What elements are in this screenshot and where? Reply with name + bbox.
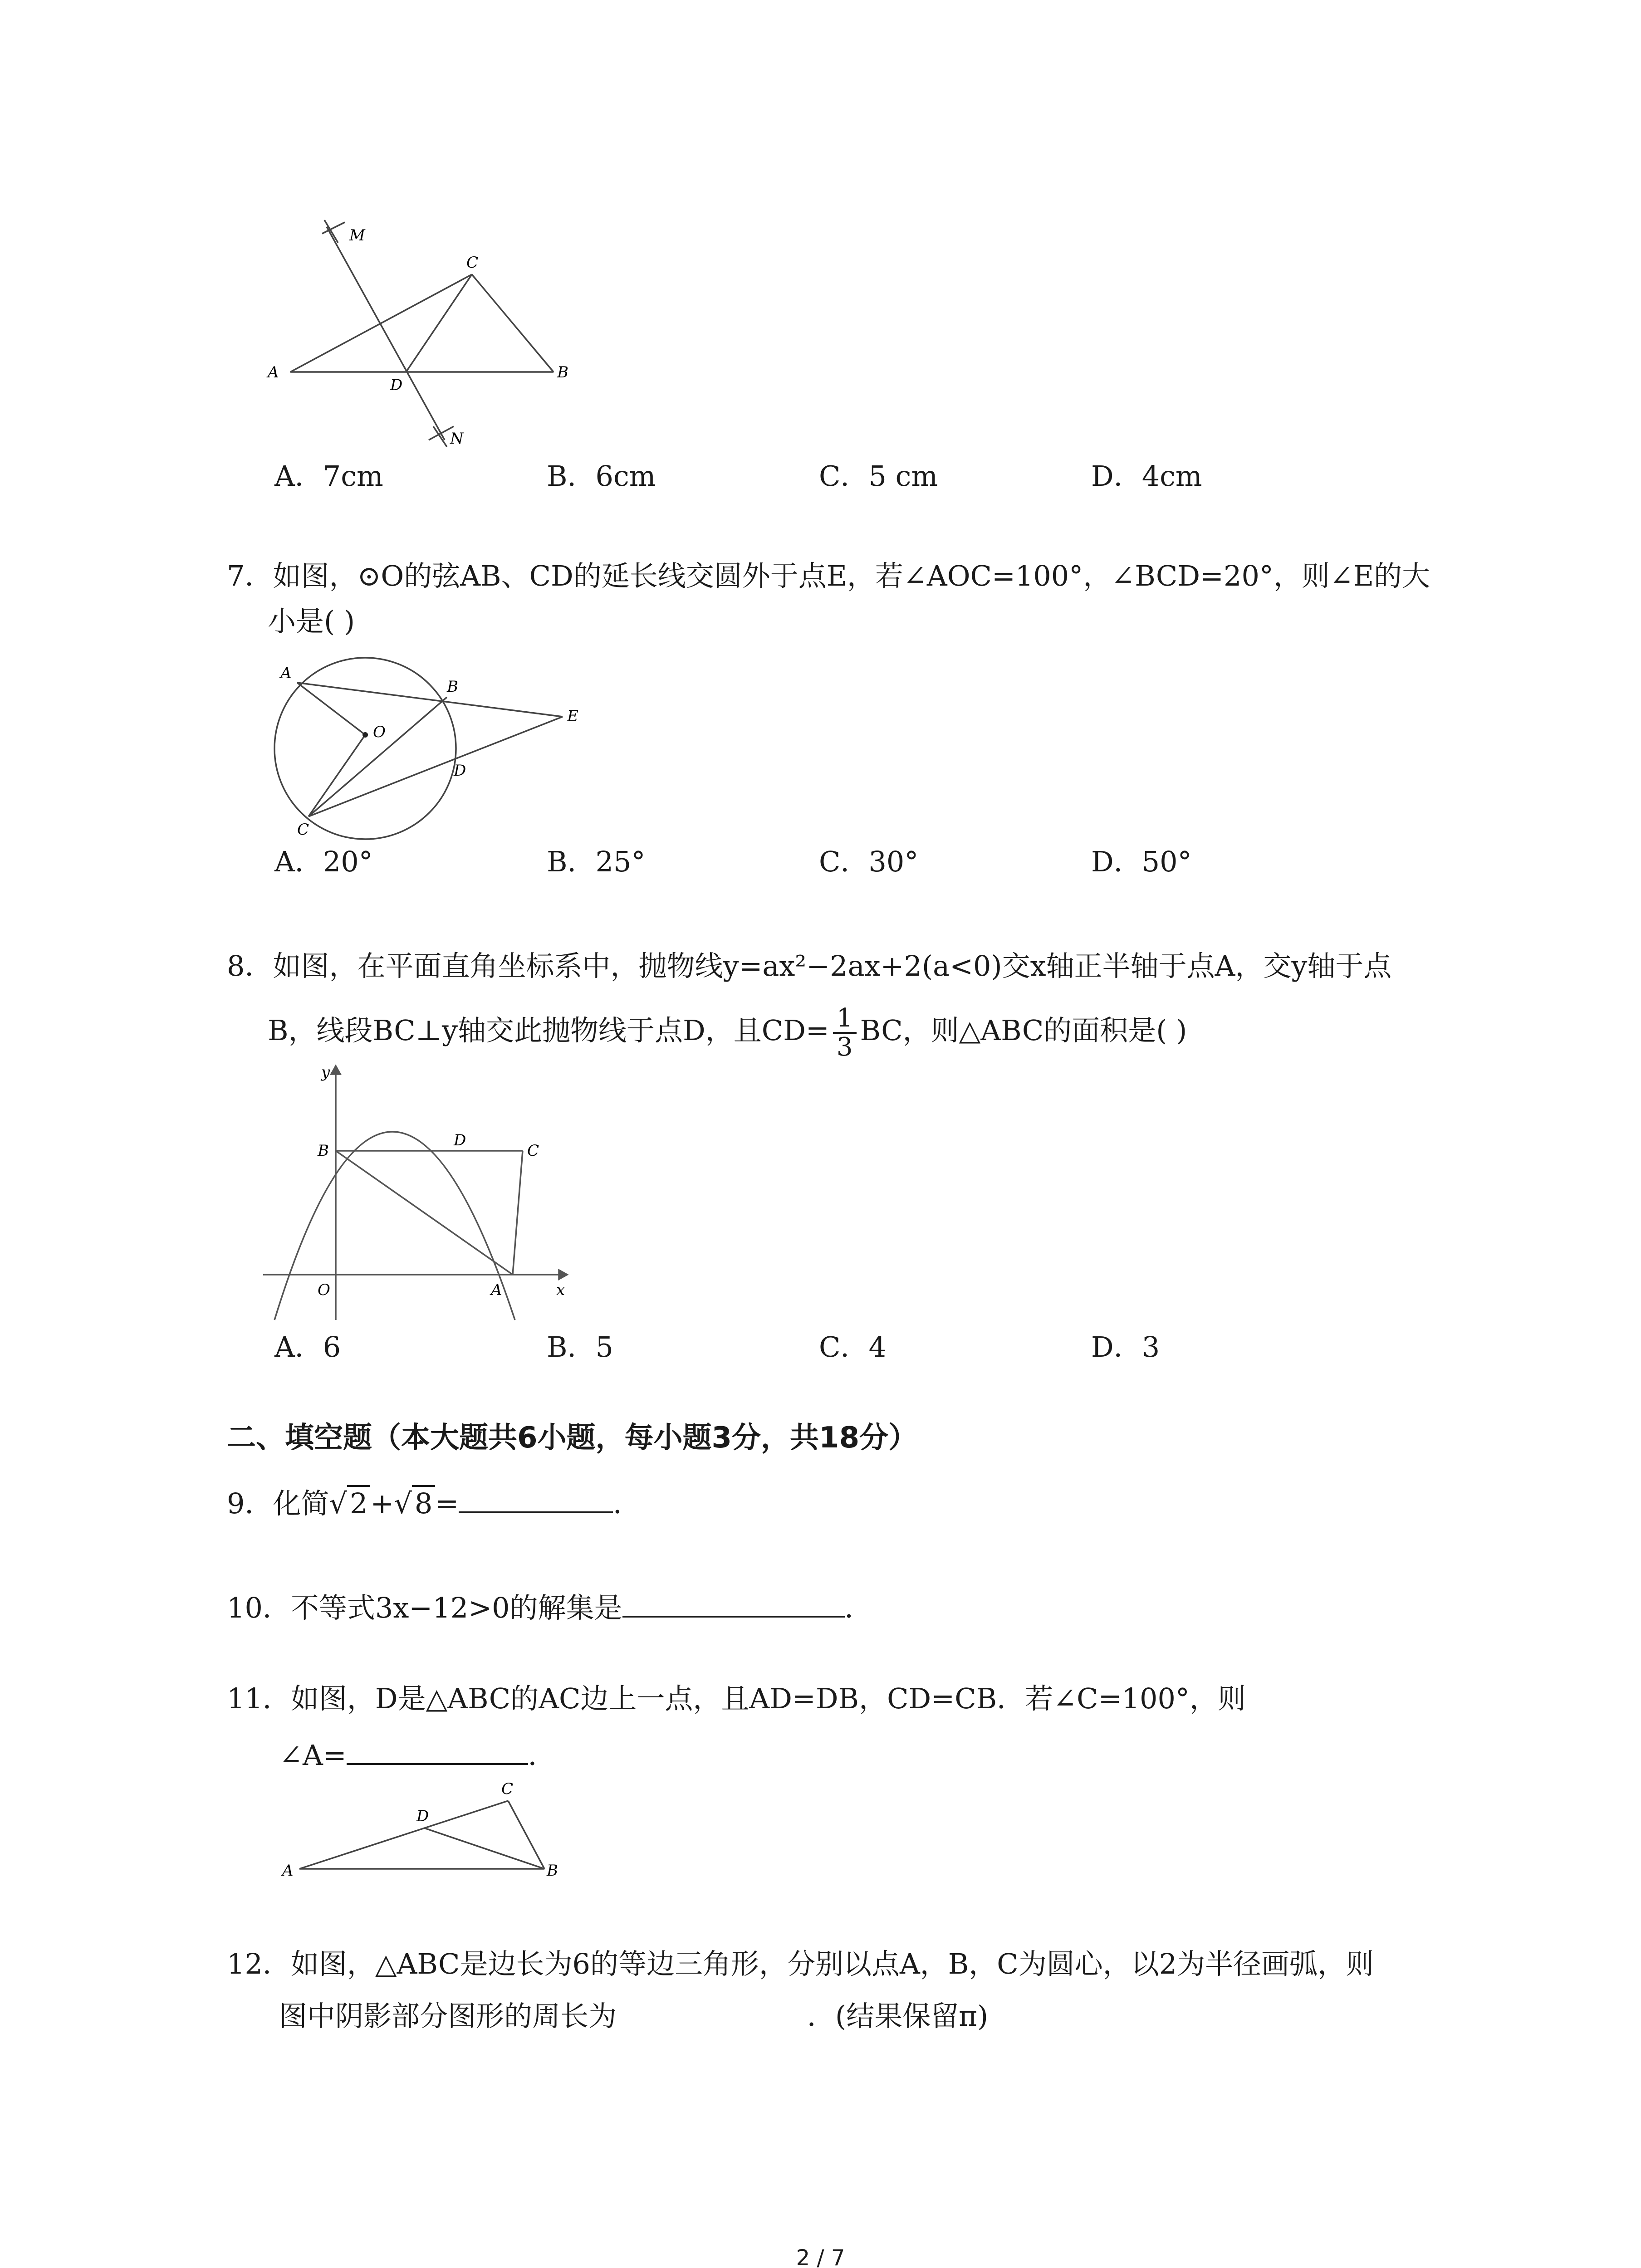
q6-diagram bbox=[254, 213, 581, 458]
q9-radicand-2: 8 bbox=[412, 1485, 435, 1520]
q9-plus: + bbox=[370, 1487, 394, 1520]
q8-label-y: y bbox=[321, 1063, 330, 1081]
q9-sqrt-2: √2 bbox=[329, 1486, 370, 1522]
q7-stem-line2: 小是( ) bbox=[268, 605, 355, 638]
q11-line2-suffix: ． bbox=[528, 1739, 556, 1772]
q6-label-m: M bbox=[349, 226, 365, 244]
q12-stem-line1: 12．如图，△ABC是边长为6的等边三角形，分别以点A，B，C为圆心，以2为半径画弧，则 bbox=[227, 1947, 1374, 1980]
q8-option-a: A．6 bbox=[274, 1330, 341, 1364]
q6-figure bbox=[254, 213, 581, 458]
q6-option-a: A．7cm bbox=[274, 459, 383, 493]
q11-label-d: D bbox=[416, 1807, 429, 1825]
q11-label-b: B bbox=[547, 1862, 558, 1880]
q11-label-c: C bbox=[501, 1780, 514, 1798]
q6-label-a: A bbox=[268, 363, 279, 381]
q12-line2-prefix: 图中阴影部分图形的周长为 bbox=[279, 1999, 617, 2033]
q11-line2-prefix: ∠A= bbox=[279, 1739, 347, 1772]
q12-line2-suffix: ．(结果保留π) bbox=[807, 1999, 989, 2033]
q7-diagram bbox=[254, 653, 599, 844]
q6-option-c: C．5 cm bbox=[819, 459, 938, 493]
q8-label-b: B bbox=[318, 1142, 329, 1160]
q8-fraction-numerator: 1 bbox=[833, 1005, 857, 1034]
q8-stem-line1: 8．如图，在平面直角坐标系中，抛物线y=ax²−2ax+2(a<0)交x轴正半轴于点A，交y轴于点 bbox=[227, 949, 1392, 982]
q8-stem-line2 bbox=[268, 1005, 1187, 1061]
q11-label-a: A bbox=[282, 1862, 294, 1880]
q9-sqrt-8: √8 bbox=[394, 1486, 435, 1522]
q8-option-d: D．3 bbox=[1091, 1330, 1160, 1364]
q6-label-d: D bbox=[390, 376, 403, 394]
q7-label-b: B bbox=[447, 678, 458, 696]
q9-prefix: 9．化简 bbox=[227, 1487, 329, 1520]
q12-stem-line2 bbox=[279, 1998, 988, 2034]
q7-figure bbox=[254, 653, 599, 844]
q11-diagram bbox=[272, 1769, 581, 1887]
q9-equals: = bbox=[435, 1487, 459, 1520]
q6-label-n: N bbox=[450, 430, 464, 448]
q7-label-c: C bbox=[297, 821, 309, 839]
q9-radicand-1: 2 bbox=[347, 1485, 370, 1520]
q7-stem-line1: 7．如图，⊙O的弦AB、CD的延长线交圆外于点E，若∠AOC=100°，∠BCD=20°，则∠E的大 bbox=[227, 559, 1430, 592]
q10-suffix: ． bbox=[844, 1591, 873, 1624]
q7-center-point bbox=[362, 732, 368, 738]
q11-answer-blank[interactable] bbox=[347, 1735, 528, 1765]
q10-answer-blank[interactable] bbox=[622, 1588, 845, 1618]
q8-fraction-denominator: 3 bbox=[836, 1032, 853, 1062]
q6-option-b: B．6cm bbox=[547, 459, 656, 493]
q8-fraction bbox=[833, 1005, 857, 1061]
q8-figure bbox=[254, 1057, 581, 1329]
q7-label-a: A bbox=[280, 664, 292, 682]
q8-diagram bbox=[254, 1057, 581, 1329]
q6-option-d: D．4cm bbox=[1091, 459, 1202, 493]
q11-figure bbox=[272, 1769, 581, 1887]
q8-stem-line2-pre: B，线段BC⊥y轴交此抛物线于点D，且CD= bbox=[268, 1014, 829, 1047]
q6-label-c: C bbox=[466, 254, 479, 272]
q7-option-d: D．50° bbox=[1091, 845, 1192, 878]
q8-label-c: C bbox=[527, 1142, 539, 1160]
q9-suffix: ． bbox=[613, 1487, 642, 1520]
q8-label-d: D bbox=[454, 1131, 466, 1149]
q10-stem bbox=[227, 1588, 873, 1626]
page-number: 2 / 7 bbox=[796, 2245, 845, 2268]
q8-label-x: x bbox=[556, 1281, 565, 1299]
q7-option-a: A．20° bbox=[274, 845, 373, 878]
section2-heading: 二、填空题（本大题共6小题，每小题3分，共18分） bbox=[227, 1421, 918, 1455]
q11-stem-line1: 11．如图，D是△ABC的AC边上一点，且AD=DB，CD=CB．若∠C=100°，则 bbox=[227, 1682, 1246, 1715]
q7-label-e: E bbox=[567, 707, 578, 725]
q8-stem-line2-post: BC，则△ABC的面积是( ) bbox=[860, 1014, 1187, 1047]
q8-label-o: O bbox=[318, 1281, 330, 1299]
q11-stem-line2 bbox=[279, 1735, 556, 1774]
q7-label-d: D bbox=[454, 762, 466, 780]
q8-label-a: A bbox=[491, 1281, 502, 1299]
q10-prefix: 10．不等式3x−12>0的解集是 bbox=[227, 1591, 622, 1624]
q8-option-c: C．4 bbox=[819, 1330, 887, 1364]
q6-label-b: B bbox=[557, 363, 568, 381]
q7-label-o: O bbox=[373, 723, 386, 741]
q7-option-c: C．30° bbox=[819, 845, 919, 878]
q8-option-b: B．5 bbox=[547, 1330, 614, 1364]
q9-stem bbox=[227, 1483, 641, 1522]
q9-answer-blank[interactable] bbox=[459, 1483, 613, 1513]
q7-option-b: B．25° bbox=[547, 845, 646, 878]
